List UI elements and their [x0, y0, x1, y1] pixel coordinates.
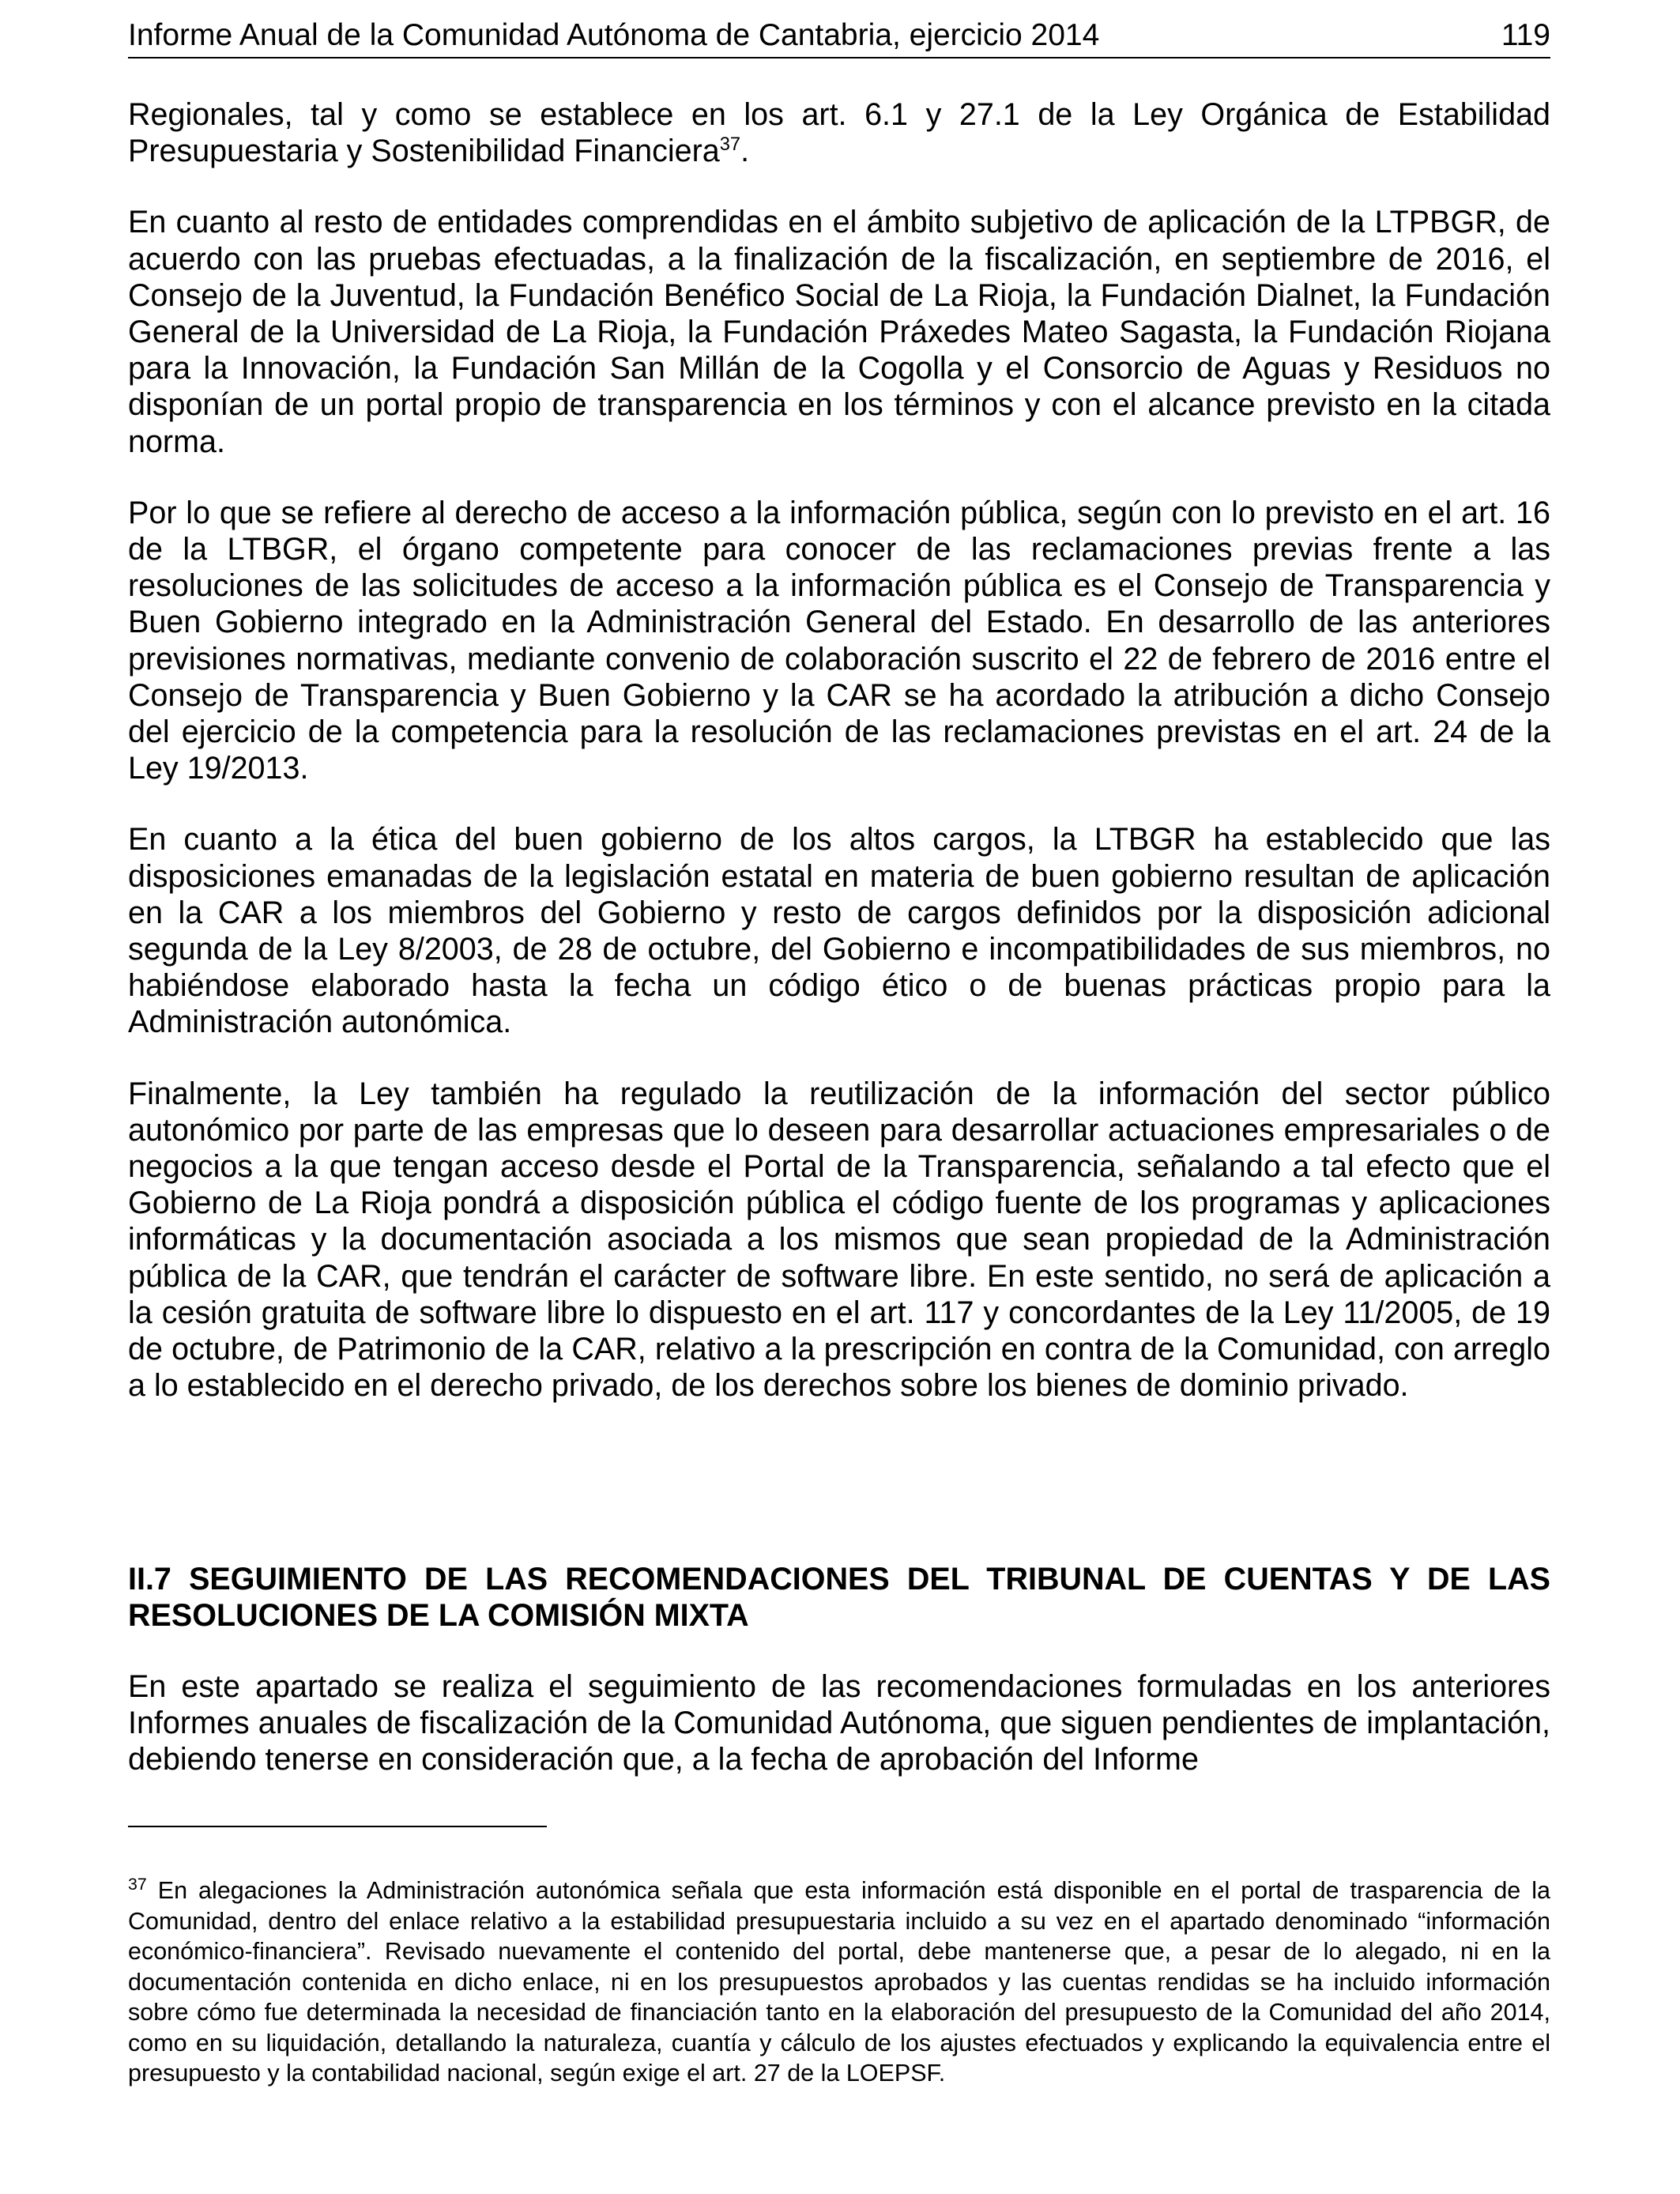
footnote-text: En alegaciones la Administración autonómica señala que esta información está disponible en el portal de trasparencia de la Comunidad, dentro del enlace relativo a la estabilidad presupuestaria incluido a su vez en el apartado denominado “información económico-financiera”. Revisado nuevamente el contenido del portal, debe mantenerse que, a pesar de lo alegado, ni en la documentación contenida en dicho enlace, ni en los presupuestos aprobados y las cuentas rendidas se ha incluido información sobre cómo fue determinada la necesidad de financiación tanto en la elaboración del presupuesto de la Comunidad del año 2014, como en su liquidación, detallando la naturaleza, cuantía y cálculo de los ajustes efectuados y explicando la equivalencia entre el presupuesto y la contabilidad nacional, según exige el art. 27 de la LOEPSF.: [128, 1877, 1550, 2087]
page-number: 119: [1501, 18, 1550, 52]
paragraph-4: En cuanto a la ética del buen gobierno de los altos cargos, la LTBGR ha establecido que las disposiciones emanadas de la legislación estatal en materia de buen gobierno resultan de aplicación en la CAR a los miembros del Gobierno y resto de cargos definidos por la disposición adicional segunda de la Ley 8/2003, de 28 de octubre, del Gobierno e incompatibilidades de sus miembros, no habiéndose elaborado hasta la fecha un código ético o de buenas prácticas propio para la Administración autonómica.: [128, 822, 1550, 1040]
section-heading: II.7 SEGUIMIENTO DE LAS RECOMENDACIONES DEL TRIBUNAL DE CUENTAS Y DE LAS RESOLUCIONES DE LA COMISIÓN MIXTA: [128, 1562, 1550, 1634]
paragraph-2: En cuanto al resto de entidades comprendidas en el ámbito subjetivo de aplicación de la LTPBGR, de acuerdo con las pruebas efectuadas, a la finalización de la fiscalización, en septiembre de 2016, el Consejo de la Juventud, la Fundación Benéfico Social de La Rioja, la Fundación Dialnet, la Fundación General de la Universidad de La Rioja, la Fundación Práxedes Mateo Sagasta, la Fundación Riojana para la Innovación, la Fundación San Millán de la Cogolla y el Consorcio de Aguas y Residuos no disponían de un portal propio de transparencia en los términos y con el alcance previsto en la citada norma.: [128, 205, 1550, 459]
footnote: [128, 1875, 1550, 2089]
paragraph-5: Finalmente, la Ley también ha regulado la reutilización de la información del sector público autonómico por parte de las empresas que lo deseen para desarrollar actuaciones empresariales o de negocios a la que tengan acceso desde el Portal de la Transparencia, señalando a tal efecto que el Gobierno de La Rioja pondrá a disposición pública el código fuente de los programas y aplicaciones informáticas y la documentación asociada a los mismos que sean propiedad de la Administración pública de la CAR, que tendrán el carácter de software libre. En este sentido, no será de aplicación a la cesión gratuita de software libre lo dispuesto en el art. 117 y concordantes de la Ley 11/2005, de 19 de octubre, de Patrimonio de la CAR, relativo a la prescripción en contra de la Comunidad, con arreglo a lo establecido en el derecho privado, de los derechos sobre los bienes de dominio privado.: [128, 1076, 1550, 1404]
footnote-marker: 37: [128, 1874, 147, 1894]
page-header: [128, 14, 1550, 58]
paragraph-1: [128, 96, 1550, 169]
section-intro-paragraph: En este apartado se realiza el seguimiento de las recomendaciones formuladas en los anteriores Informes anuales de fiscalización de la Comunidad Autónoma, que siguen pendientes de implantación, debiendo tenerse en consideración que, a la fecha de aprobación del Informe: [128, 1669, 1550, 1777]
paragraph-1-end: .: [740, 134, 750, 169]
paragraph-1-text: Regionales, tal y como se establece en los art. 6.1 y 27.1 de la Ley Orgánica de Estabilidad Presupuestaria y Sostenibilidad Financiera: [128, 97, 1550, 169]
footnote-reference[interactable]: 37: [719, 134, 741, 156]
header-title: Informe Anual de la Comunidad Autónoma de Cantabria, ejercicio 2014: [128, 18, 1100, 52]
footnote-separator: [128, 1826, 547, 1827]
body-text: [128, 96, 1550, 1439]
paragraph-3: Por lo que se refiere al derecho de acceso a la información pública, según con lo previsto en el art. 16 de la LTBGR, el órgano competente para conocer de las reclamaciones previas frente a las resoluciones de las solicitudes de acceso a la información pública es el Consejo de Transparencia y Buen Gobierno integrado en la Administración General del Estado. En desarrollo de las anteriores previsiones normativas, mediante convenio de colaboración suscrito el 22 de febrero de 2016 entre el Consejo de Transparencia y Buen Gobierno y la CAR se ha acordado la atribución a dicho Consejo del ejercicio de la competencia para la resolución de las reclamaciones previstas en el art. 24 de la Ley 19/2013.: [128, 495, 1550, 786]
